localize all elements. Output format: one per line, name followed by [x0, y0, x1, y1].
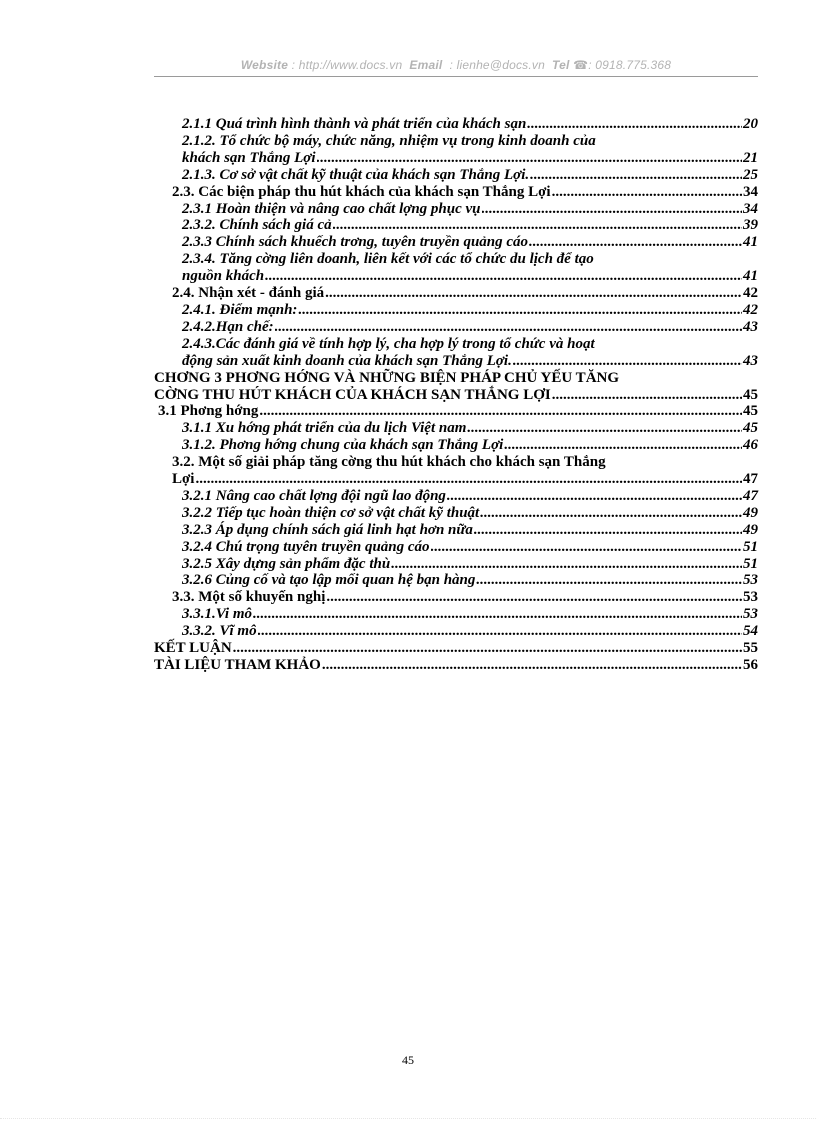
toc-entry[interactable] [154, 556, 758, 573]
dot-leader [259, 403, 742, 420]
toc-entry-page: 34 [743, 183, 758, 200]
toc-entry-page: 45 [743, 403, 758, 420]
dot-leader [253, 606, 742, 623]
dot-leader [447, 488, 742, 505]
toc-entry-page: 54 [743, 623, 758, 640]
table-of-contents [154, 116, 758, 674]
toc-entry[interactable] [154, 454, 758, 488]
toc-entry-page: 39 [743, 217, 758, 234]
toc-entry[interactable] [154, 589, 758, 606]
dot-leader [195, 471, 742, 488]
dot-leader [482, 201, 742, 218]
toc-entry[interactable] [154, 336, 758, 370]
toc-entry-title: 3.1.1 Xu hớng phát triển của du lịch Việt nam [182, 420, 467, 437]
toc-entry-page: 49 [743, 504, 758, 521]
toc-entry[interactable] [154, 403, 758, 420]
toc-entry-page: 20 [743, 116, 758, 132]
toc-entry-title: 3.2.4 Chú trọng tuyên truyền quảng cáo [182, 538, 430, 555]
toc-entry-page: 53 [743, 606, 758, 623]
toc-entry-title: 3.2.5 Xây dựng sản phẩm đặc thù [182, 555, 391, 572]
toc-entry-title: khách sạn Thắng Lợi [182, 149, 316, 166]
dot-leader [325, 285, 742, 302]
dot-leader [504, 437, 742, 454]
toc-entry-title: nguồn khách [182, 268, 265, 285]
toc-entry-page: 55 [743, 640, 758, 657]
dot-leader [552, 184, 742, 201]
toc-entry-title: động sản xuất kinh doanh của khách sạn Thắng Lợi. [182, 352, 512, 369]
toc-entry-title: 2.3.2. Chính sách giá cả [182, 217, 332, 234]
toc-entry-title: 3.3.2. Vĩ mô [182, 623, 257, 640]
email-value[interactable]: : lienhe@docs.vn [449, 58, 545, 72]
toc-entry[interactable] [154, 133, 758, 167]
website-value[interactable]: : http://www.docs.vn [291, 58, 403, 72]
dot-leader [322, 657, 742, 674]
toc-entry[interactable] [154, 184, 758, 201]
toc-entry[interactable] [154, 319, 758, 336]
toc-entry-title: 3.2.1 Nâng cao chất lợng đội ngũ lao động [182, 487, 446, 504]
toc-entry-title: 3.3.1.Vi mô [182, 606, 253, 623]
phone-icon: ☎ [573, 58, 589, 72]
toc-entry[interactable] [154, 234, 758, 251]
toc-entry-page: 47 [743, 487, 758, 504]
toc-entry[interactable] [154, 505, 758, 522]
dot-leader [552, 387, 742, 404]
toc-entry-title: 2.1.1 Quá trình hình thành và phát triển của khách sạn [182, 116, 527, 132]
toc-entry[interactable] [154, 437, 758, 454]
toc-entry-title: Lợi [172, 471, 195, 488]
toc-entry-page: 56 [743, 657, 758, 673]
dot-leader [391, 556, 742, 573]
dot-leader [527, 116, 742, 133]
toc-entry[interactable] [154, 251, 758, 285]
dot-leader [333, 217, 742, 234]
toc-entry-page: 49 [743, 521, 758, 538]
dot-leader [326, 589, 742, 606]
website-label: Website [240, 58, 289, 72]
toc-entry-page: 43 [743, 318, 758, 335]
toc-entry-title: TÀI LIỆU THAM KHẢO [154, 657, 321, 673]
toc-entry-title-line: 3.2. Một số giải pháp tăng cờng thu hút khách cho khách sạn Thắng [172, 454, 606, 471]
dot-leader [233, 640, 742, 657]
toc-entry-title: 3.2.6 Củng cố và tạo lập mối quan hệ bạn hàng [182, 572, 476, 589]
dot-leader [275, 319, 742, 336]
toc-entry[interactable] [154, 167, 758, 184]
toc-entry-page: 34 [743, 200, 758, 217]
dot-leader [474, 522, 742, 539]
toc-entry[interactable] [154, 606, 758, 623]
toc-entry-title: 2.3.1 Hoàn thiện và nâng cao chất lợng phục vụ [182, 200, 481, 217]
header-divider [154, 76, 758, 77]
toc-entry-page: 21 [743, 149, 758, 166]
toc-entry[interactable] [154, 370, 758, 404]
toc-entry-page: 25 [743, 166, 758, 183]
toc-entry[interactable] [154, 539, 758, 556]
dot-leader [529, 234, 742, 251]
toc-entry[interactable] [154, 657, 758, 674]
toc-entry-title-line: 2.4.3.Các đánh giá về tính hợp lý, cha hợp lý trong tổ chức và hoạt [182, 335, 595, 352]
email-label: Email [409, 58, 443, 72]
page-number: 45 [402, 1053, 414, 1067]
toc-entry-title-line: CHƠNG 3 PHƠNG HỚNG VÀ NHỮNG BIỆN PHÁP CHỦ YẾU TĂNG [154, 369, 620, 386]
toc-entry[interactable] [154, 420, 758, 437]
toc-entry-title: KẾT LUẬN [154, 640, 232, 657]
dot-leader [265, 268, 742, 285]
dot-leader [476, 572, 742, 589]
page-header [154, 58, 758, 72]
toc-entry-title: 3.1 Phơng hớng [158, 403, 259, 420]
toc-entry-title: 3.2.3 Áp dụng chính sách giá linh hạt hơn nữa [182, 521, 473, 538]
toc-entry-title-line: 2.1.2. Tổ chức bộ máy, chức năng, nhiệm vụ trong kinh doanh của [182, 132, 596, 149]
dot-leader [480, 505, 742, 522]
toc-entry[interactable] [154, 572, 758, 589]
toc-entry-page: 42 [743, 301, 758, 318]
toc-entry[interactable] [154, 623, 758, 640]
dot-leader [530, 167, 742, 184]
toc-entry-title: CỜNG THU HÚT KHÁCH CỦA KHÁCH SẠN THẮNG LỢI [154, 386, 551, 403]
toc-entry-title: 2.3. Các biện pháp thu hút khách của khách sạn Thắng Lợi [172, 183, 551, 200]
dot-leader [258, 623, 742, 640]
toc-entry-title: 2.4.2.Hạn chế: [182, 318, 274, 335]
toc-entry-page: 41 [743, 234, 758, 251]
dot-leader [298, 302, 742, 319]
footer-divider [0, 1118, 816, 1119]
toc-entry[interactable] [154, 488, 758, 505]
toc-entry-page: 51 [743, 538, 758, 555]
toc-entry-title: 2.4. Nhận xét - đánh giá [172, 285, 325, 302]
toc-entry-page: 53 [743, 589, 758, 606]
toc-entry[interactable] [154, 640, 758, 657]
toc-entry[interactable] [154, 116, 758, 133]
toc-entry-title-line: 2.3.4. Tăng cờng liên doanh, liên kết với các tổ chức du lịch để tạo [182, 251, 594, 268]
toc-entry[interactable] [154, 522, 758, 539]
tel-value: : 0918.775.368 [588, 58, 672, 72]
dot-leader [513, 353, 742, 370]
toc-entry-title: 2.3.3 Chính sách khuếch trơng, tuyên truyền quảng cáo [182, 234, 529, 251]
toc-entry-page: 53 [743, 572, 758, 589]
toc-entry-title: 2.4.1. Điểm mạnh: [182, 301, 298, 318]
toc-entry-title: 3.2.2 Tiếp tục hoàn thiện cơ sở vật chất kỹ thuật [182, 504, 480, 521]
toc-entry-title: 2.1.3. Cơ sở vật chất kỹ thuật của khách sạn Thắng Lợi. [182, 166, 530, 183]
toc-entry-page: 45 [743, 420, 758, 437]
toc-entry-page: 51 [743, 555, 758, 572]
dot-leader [317, 150, 743, 167]
toc-entry-title: 3.1.2. Phơng hớng chung của khách sạn Thắng Lợi [182, 437, 504, 454]
toc-entry-page: 46 [743, 437, 758, 454]
toc-entry-page: 43 [743, 352, 758, 369]
toc-entry[interactable] [154, 285, 758, 302]
toc-entry-page: 47 [743, 471, 758, 488]
dot-leader [467, 420, 742, 437]
toc-entry-title: 3.3. Một số khuyến nghị [172, 589, 326, 606]
toc-entry-page: 42 [743, 285, 758, 302]
toc-entry-page: 45 [743, 386, 758, 403]
tel-label: Tel [552, 58, 570, 72]
dot-leader [431, 539, 742, 556]
toc-entry[interactable] [154, 217, 758, 234]
toc-entry[interactable] [154, 201, 758, 218]
toc-entry[interactable] [154, 302, 758, 319]
toc-entry-page: 41 [743, 268, 758, 285]
